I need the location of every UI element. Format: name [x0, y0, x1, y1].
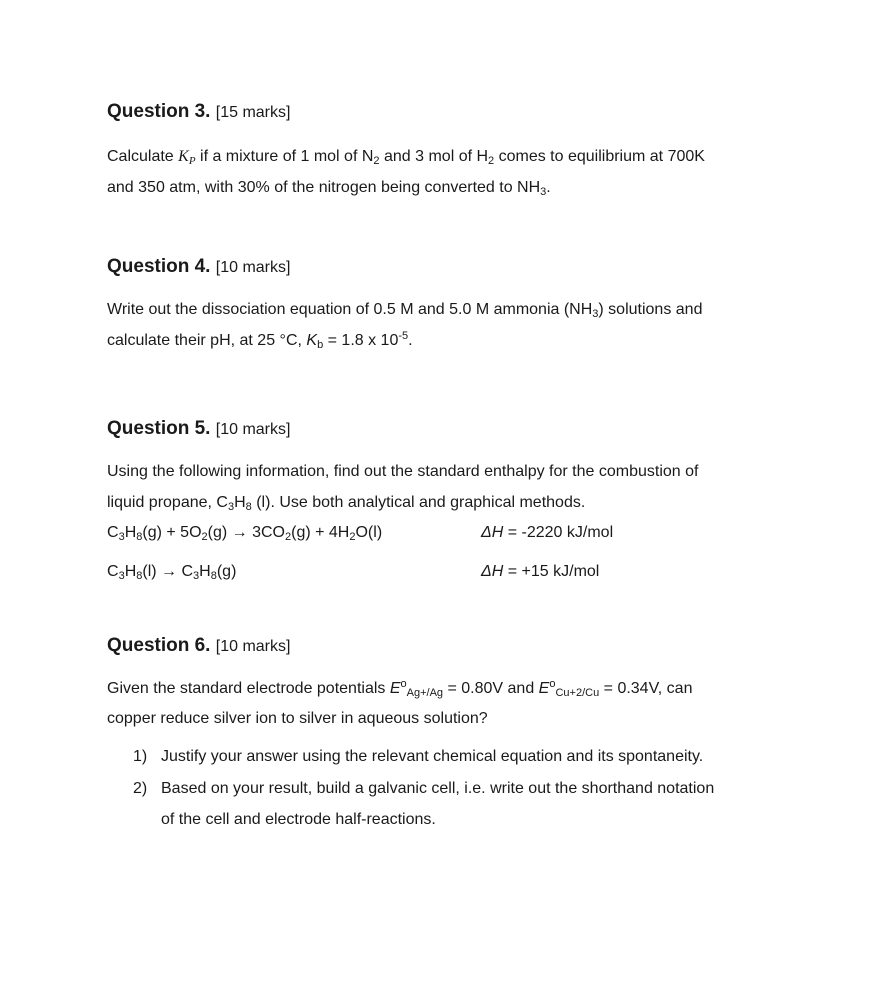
- question-5-marks: [10 marks]: [215, 421, 291, 438]
- question-5-line-1: Using the following information, find out the standard enthalpy for the combustion of: [107, 463, 699, 480]
- list-item-2-text: Based on your result, build a galvanic cell, i.e. write out the shorthand notation: [161, 780, 715, 797]
- question-3-line-2: and 350 atm, with 30% of the nitrogen being converted to $NH_3$.: [107, 179, 551, 198]
- list-item-1-number: 1): [133, 748, 148, 765]
- list-item-2-number: 2): [133, 780, 148, 797]
- question-3-heading: [107, 101, 290, 123]
- question-6-line-1: Given the standard electrode potentials $E^o_{Ag+/Ag} = 0.80V$ and $E^o_{Cu+2/Cu} = 0.34V$, can: [107, 678, 693, 699]
- question-6-marks: [10 marks]: [215, 638, 291, 655]
- question-6-heading: [107, 635, 290, 657]
- kp-symbol: K: [178, 148, 189, 165]
- question-4-marks: [10 marks]: [215, 259, 291, 276]
- vaporization-enthalpy: ΔH = +15 kJ/mol: [481, 563, 600, 580]
- question-3-line-1: Calculate $K_P$ if a mixture of 1 mol of $N_2$ and 3 mol of $H_2$ comes to equilibrium at 700K: [107, 148, 705, 167]
- question-3-marks: [15 marks]: [215, 104, 291, 121]
- question-6-line-2: copper reduce silver ion to silver in aqueous solution?: [107, 710, 488, 727]
- vaporization-equation: $C_3H_8(l) \to C_3H_8(g)$: [107, 563, 237, 582]
- combustion-enthalpy: ΔH = -2220 kJ/mol: [481, 524, 614, 541]
- list-item-1-text: Justify your answer using the relevant chemical equation and its spontaneity.: [161, 748, 704, 765]
- question-5-heading: [107, 418, 290, 440]
- list-item-2-continuation: of the cell and electrode half-reactions.: [161, 811, 436, 828]
- question-3-title: Question 3.: [107, 101, 211, 122]
- kb-symbol: K: [306, 332, 318, 349]
- silver-potential-symbol: E: [389, 680, 401, 697]
- question-4-line-2: calculate their pH, at 25 °C, $K_b = 1.8$ x $10^{-5}$.: [107, 330, 413, 351]
- question-5-title: Question 5.: [107, 418, 211, 439]
- question-4-line-1: Write out the dissociation equation of 0.5 M and 5.0 M ammonia $(NH_3)$ solutions and: [107, 301, 703, 320]
- question-4-title: Question 4.: [107, 256, 211, 277]
- question-6-title: Question 6.: [107, 635, 211, 656]
- question-4-heading: [107, 256, 290, 278]
- combustion-equation: $C_3H_8(g) + 5O_2(g) \to 3CO_2(g) + 4H_2O(l)$: [107, 524, 383, 543]
- question-5-line-2: liquid propane, $C_3H_8$ (l). Use both analytical and graphical methods.: [107, 494, 586, 513]
- copper-potential-symbol: E: [538, 680, 550, 697]
